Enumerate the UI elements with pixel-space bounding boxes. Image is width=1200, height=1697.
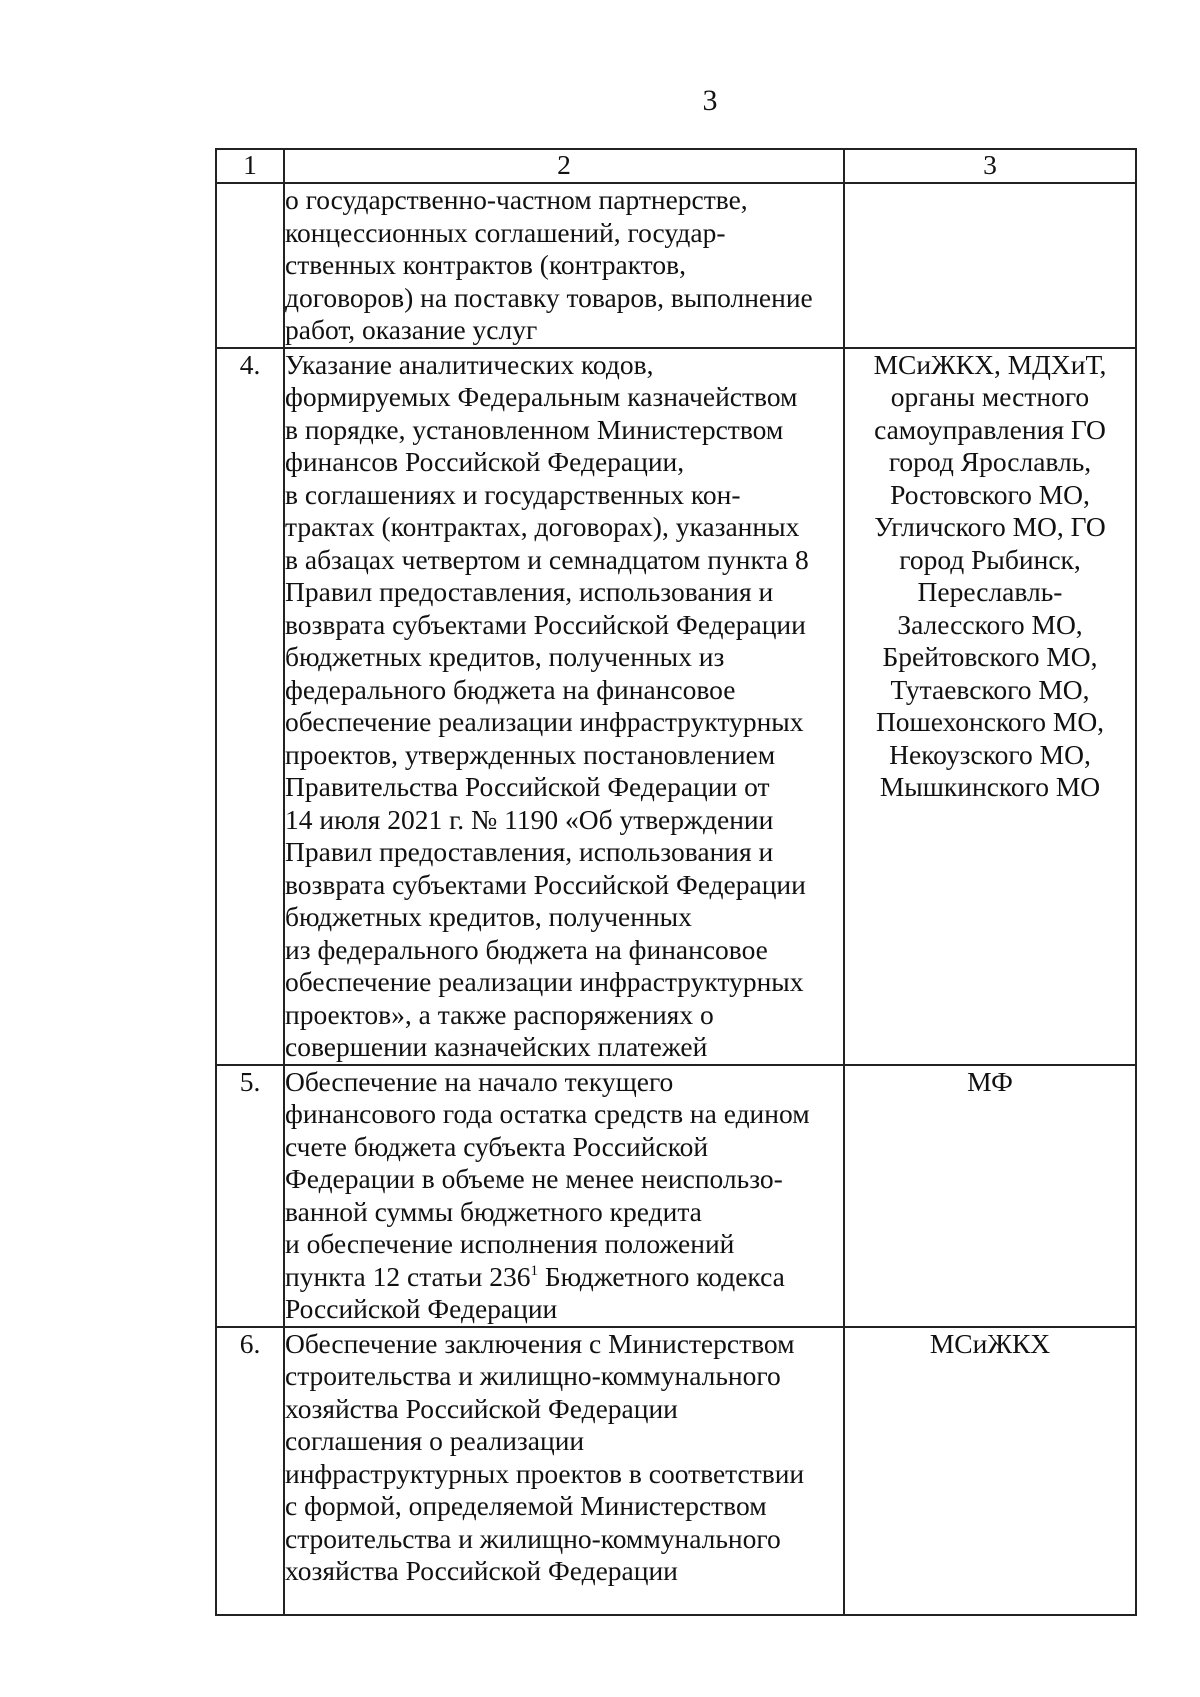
description-line: формируемых Федеральным казначейством [285,381,798,412]
description-line: концессионных соглашений, государ- [285,216,726,248]
description-line: возврата субъектами Российской Федерации [285,608,806,640]
table-row [216,183,1136,348]
responsible-line: Мышкинского МО [879,771,1101,802]
description-line: Правил предоставления, использования и [285,836,774,867]
table-row [216,1327,1136,1615]
description-line: обеспечение реализации инфраструктурных [285,706,804,737]
row-number: 4. [216,348,284,1065]
responsible-line: Переславль- [917,576,1063,607]
description-line: договоров) на поставку товаров, выполнение [285,281,813,313]
description-line: о государственно-частном партнерстве, [285,184,748,215]
description-line: с формой, определяемой Министерством [285,1490,767,1521]
responsible-line: Некоузского МО, [889,738,1091,770]
description-line: в соглашениях и государственных кон- [285,478,741,510]
measure-description [284,348,844,1065]
description-line: Указание аналитических кодов, [285,348,654,380]
description-line: строительства и жилищно-коммунального [285,1522,781,1554]
responsible-cell [844,1065,1136,1327]
code-reference-text: Бюджетного кодекса [537,1260,785,1292]
description-line: финансов Российской Федерации, [285,446,685,477]
responsible-cell [844,348,1136,1065]
column-header-2: 2 [284,149,844,183]
description-line: Правил предоставления, использования и [285,576,774,607]
description-line: Российской Федерации [285,1293,558,1324]
description-line: хозяйства Российской Федерации [285,1555,678,1586]
description-line: и обеспечение исполнения положений [285,1228,735,1259]
responsible-cell [844,183,1136,348]
description-line: строительства и жилищно-коммунального [285,1360,781,1391]
responsible-line: Тутаевского МО, [890,673,1090,705]
description-line: в абзацах четвертом и семнадцатом пункта 8 [285,543,809,575]
page-number: 3 [702,84,718,117]
table-header-row [216,149,1136,183]
description-line: Обеспечение заключения с Министерством [285,1327,795,1359]
description-line: в порядке, установленном Министерством [285,413,784,445]
column-header-3: 3 [844,149,1136,183]
description-line: работ, оказание услуг [285,314,538,345]
description-line: трактах (контрактах, договорах), указанных [285,511,800,542]
description-line: Обеспечение на начало текущего [285,1065,674,1097]
responsible-line: Пошехонского МО, [875,706,1105,737]
responsible-line: город Ярославль, [888,446,1092,477]
measures-table [215,148,1137,1616]
description-line: федерального бюджета на финансовое [285,673,736,705]
responsible-line: Ростовского МО, [890,478,1090,510]
responsible-line: органы местного [890,381,1090,412]
table-row [216,1065,1136,1327]
responsible-line: МСиЖКХ [929,1327,1051,1359]
row-number: 5. [216,1065,284,1327]
column-header-1: 1 [216,149,284,183]
description-line-with-superscript [285,1261,843,1294]
responsible-line: МСиЖКХ, МДХиТ, [873,348,1107,380]
description-line: Правительства Российской Федерации от [285,771,770,802]
description-line: финансового года остатка средств на едином [285,1098,810,1129]
measure-description [284,1065,844,1327]
description-line: инфраструктурных проектов в соответствии [285,1457,805,1489]
responsible-line: Угличского МО, ГО [874,511,1106,542]
responsible-line: город Рыбинск, [899,543,1081,575]
description-line: ванной суммы бюджетного кредита [285,1195,702,1227]
description-line: Федерации в объеме не менее неиспользо- [285,1163,783,1194]
description-line: совершении казначейских платежей [285,1031,708,1062]
responsible-cell [844,1327,1136,1615]
table-row [216,348,1136,1065]
description-line: проектов, утвержденных постановлением [285,738,776,770]
description-line: бюджетных кредитов, полученных [285,901,692,932]
article-superscript: 1 [530,1262,538,1279]
description-line: ственных контрактов (контрактов, [285,249,686,280]
row-number [216,183,284,348]
responsible-line: Брейтовского МО, [882,641,1098,672]
description-line: проектов», а также распоряжениях о [285,998,714,1030]
description-line: соглашения о реализации [285,1425,585,1456]
description-line: счете бюджета субъекта Российской [285,1130,709,1162]
responsible-line: самоуправления ГО [874,413,1106,445]
description-line: из федерального бюджета на финансовое [285,933,768,965]
description-line: бюджетных кредитов, полученных из [285,641,725,672]
description-line: хозяйства Российской Федерации [285,1392,678,1424]
row-number: 6. [216,1327,284,1615]
description-line: обеспечение реализации инфраструктурных [285,966,804,997]
measure-description [284,1327,844,1615]
responsible-line: МФ [967,1065,1013,1097]
article-reference-text: пункта 12 статьи 236 [285,1260,531,1292]
responsible-line: Залесского МО, [897,608,1083,640]
description-line: 14 июля 2021 г. № 1190 «Об утверждении [285,803,774,835]
measure-description [284,183,844,348]
description-line: возврата субъектами Российской Федерации [285,868,806,900]
